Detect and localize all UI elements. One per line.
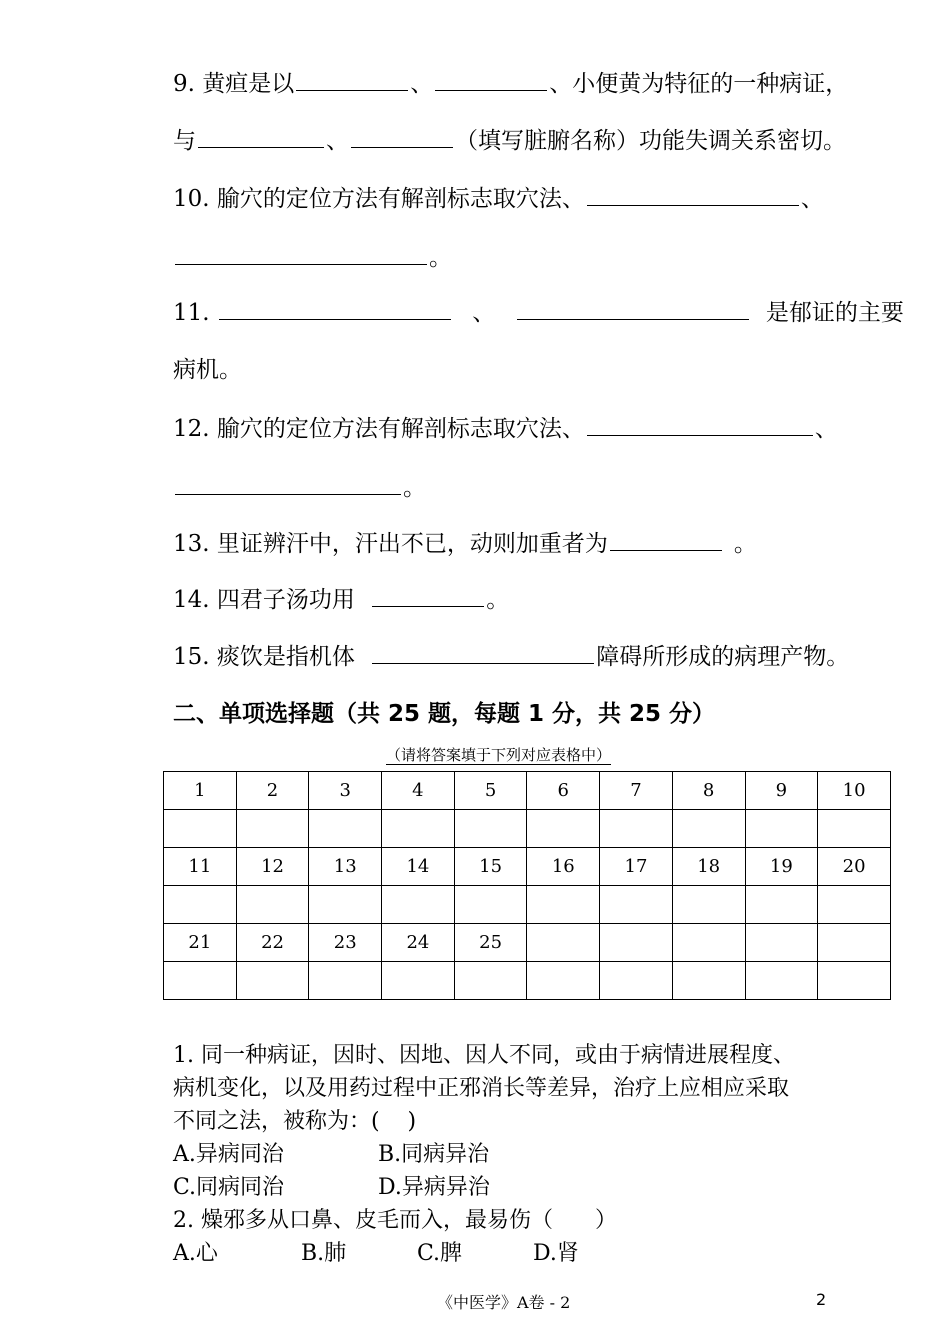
table-number-row xyxy=(164,924,891,962)
table-cell: 18 xyxy=(672,848,745,886)
question-12-line-2 xyxy=(173,472,426,503)
question-11-line-1 xyxy=(173,297,904,328)
answer-cell[interactable] xyxy=(745,962,818,1000)
separator: 。 xyxy=(429,245,452,271)
table-cell xyxy=(527,924,600,962)
option-d[interactable]: D.异病异治 xyxy=(378,1175,490,1200)
answer-cell[interactable] xyxy=(454,810,527,848)
separator: 。 xyxy=(486,587,510,613)
mcq-1-options-row-1 xyxy=(173,1138,489,1171)
answer-cell[interactable] xyxy=(818,962,891,1000)
answer-cell[interactable] xyxy=(672,962,745,1000)
question-9-text: 与 xyxy=(173,128,196,154)
table-cell: 5 xyxy=(454,772,527,810)
answer-cell[interactable] xyxy=(527,886,600,924)
question-10-text: 10. 腧穴的定位方法有解剖标志取穴法、 xyxy=(173,186,585,212)
table-cell: 21 xyxy=(164,924,237,962)
table-cell: 3 xyxy=(309,772,382,810)
option-c[interactable]: C.脾 xyxy=(417,1241,463,1266)
answer-cell[interactable] xyxy=(454,886,527,924)
footer-title: 《中医学》A卷 - 2 xyxy=(437,1293,571,1312)
page-number: 2 xyxy=(816,1290,827,1309)
question-11-line-2 xyxy=(173,355,242,385)
question-13-line xyxy=(173,528,757,559)
separator: 、 xyxy=(800,186,824,212)
table-cell: 2 xyxy=(236,772,309,810)
answer-cell[interactable] xyxy=(164,810,237,848)
mcq-1-line-3: 不同之法，被称为：( ) xyxy=(173,1109,417,1134)
answer-cell[interactable] xyxy=(745,886,818,924)
mcq-1-options-row-2 xyxy=(173,1171,490,1204)
question-15-line xyxy=(173,641,849,672)
table-cell xyxy=(672,924,745,962)
table-cell: 16 xyxy=(527,848,600,886)
option-c[interactable]: C.同病同治 xyxy=(173,1175,285,1200)
question-9-line-1 xyxy=(173,68,848,99)
separator: 、 xyxy=(410,71,434,97)
answer-cell[interactable] xyxy=(527,962,600,1000)
answer-blank[interactable] xyxy=(175,472,401,495)
table-cell: 9 xyxy=(745,772,818,810)
separator: 。 xyxy=(733,531,757,557)
option-b[interactable]: B.肺 xyxy=(301,1241,347,1266)
answer-blank[interactable] xyxy=(351,125,453,148)
table-number-row xyxy=(164,772,891,810)
mcq-2-options xyxy=(173,1237,579,1270)
answer-blank[interactable] xyxy=(372,584,484,607)
answer-blank[interactable] xyxy=(372,641,594,664)
question-12-text: 12. 腧穴的定位方法有解剖标志取穴法、 xyxy=(173,416,585,442)
option-b[interactable]: B.同病异治 xyxy=(378,1142,490,1167)
answer-cell[interactable] xyxy=(672,886,745,924)
table-cell: 22 xyxy=(236,924,309,962)
question-9-text-end: （填写脏腑名称）功能失调关系密切。 xyxy=(455,128,846,154)
answer-cell[interactable] xyxy=(745,810,818,848)
question-11-number: 11. xyxy=(173,300,210,326)
option-d[interactable]: D.肾 xyxy=(533,1241,579,1266)
answer-cell[interactable] xyxy=(236,810,309,848)
table-cell: 11 xyxy=(164,848,237,886)
table-cell: 17 xyxy=(600,848,673,886)
table-answer-row xyxy=(164,886,891,924)
answer-table-note: （请将答案填于下列对应表格中） xyxy=(386,746,612,764)
table-number-row xyxy=(164,848,891,886)
table-cell: 7 xyxy=(600,772,673,810)
answer-cell[interactable] xyxy=(600,810,673,848)
question-10-line-1 xyxy=(173,183,824,214)
table-cell: 13 xyxy=(309,848,382,886)
table-cell: 15 xyxy=(454,848,527,886)
table-cell: 25 xyxy=(454,924,527,962)
question-15-text: 15. 痰饮是指机体 xyxy=(173,644,355,670)
question-14-line xyxy=(173,584,509,615)
answer-cell[interactable] xyxy=(818,886,891,924)
table-answer-row xyxy=(164,962,891,1000)
answer-cell[interactable] xyxy=(382,810,455,848)
mcq-1-line-2: 病机变化，以及用药过程中正邪消长等差异，治疗上应相应采取 xyxy=(173,1076,790,1101)
answer-cell[interactable] xyxy=(236,886,309,924)
table-cell: 8 xyxy=(672,772,745,810)
answer-cell[interactable] xyxy=(164,886,237,924)
answer-cell[interactable] xyxy=(309,810,382,848)
answer-cell[interactable] xyxy=(382,886,455,924)
question-9-line-2 xyxy=(173,125,846,156)
table-cell xyxy=(818,924,891,962)
answer-cell[interactable] xyxy=(600,962,673,1000)
answer-blank[interactable] xyxy=(435,68,547,91)
separator: 、 xyxy=(326,128,349,154)
answer-cell[interactable] xyxy=(672,810,745,848)
answer-cell[interactable] xyxy=(454,962,527,1000)
table-cell: 6 xyxy=(527,772,600,810)
option-a[interactable]: A.心 xyxy=(173,1241,218,1266)
answer-blank[interactable] xyxy=(610,528,722,551)
answer-cell[interactable] xyxy=(309,962,382,1000)
table-cell: 1 xyxy=(164,772,237,810)
table-cell: 10 xyxy=(818,772,891,810)
answer-cell[interactable] xyxy=(382,962,455,1000)
question-14-text: 14. 四君子汤功用 xyxy=(173,587,355,613)
answer-blank[interactable] xyxy=(219,297,451,320)
answer-cell[interactable] xyxy=(309,886,382,924)
table-cell: 24 xyxy=(382,924,455,962)
mcq-1-line-1: 1. 同一种病证，因时、因地、因人不同，或由于病情进展程度、 xyxy=(173,1043,795,1068)
answer-cell[interactable] xyxy=(527,810,600,848)
question-12-line-1 xyxy=(173,413,838,444)
section-2-heading: 二、单项选择题（共 25 题，每题 1 分，共 25 分） xyxy=(173,701,716,727)
table-cell: 4 xyxy=(382,772,455,810)
question-11-text: 是郁证的主要 xyxy=(765,300,904,326)
table-cell xyxy=(745,924,818,962)
question-9-text-end: 、小便黄为特征的一种病证， xyxy=(549,71,849,97)
question-11-text-end: 病机。 xyxy=(173,357,242,383)
table-cell: 20 xyxy=(818,848,891,886)
answer-blank[interactable] xyxy=(175,242,427,265)
answer-blank[interactable] xyxy=(587,413,813,436)
table-cell: 19 xyxy=(745,848,818,886)
answer-cell[interactable] xyxy=(236,962,309,1000)
table-cell: 23 xyxy=(309,924,382,962)
question-15-text-end: 障碍所形成的病理产物。 xyxy=(596,644,850,670)
question-9-text: 9. 黄疸是以 xyxy=(173,71,295,97)
answer-blank[interactable] xyxy=(296,68,408,91)
separator: 、 xyxy=(814,416,838,442)
answer-cell[interactable] xyxy=(600,886,673,924)
separator: 。 xyxy=(403,475,426,501)
answer-blank[interactable] xyxy=(198,125,324,148)
table-cell xyxy=(600,924,673,962)
answer-cell[interactable] xyxy=(164,962,237,1000)
answer-table xyxy=(163,771,891,1000)
answer-blank[interactable] xyxy=(587,183,799,206)
table-cell: 14 xyxy=(382,848,455,886)
answer-cell[interactable] xyxy=(818,810,891,848)
question-10-line-2 xyxy=(173,242,452,273)
separator: 、 xyxy=(472,300,496,326)
table-answer-row xyxy=(164,810,891,848)
mcq-2-line: 2. 燥邪多从口鼻、皮毛而入，最易伤（ ） xyxy=(173,1208,617,1233)
question-13-text: 13. 里证辨汗中，汗出不已，动则加重者为 xyxy=(173,531,608,557)
answer-blank[interactable] xyxy=(517,297,749,320)
table-cell: 12 xyxy=(236,848,309,886)
option-a[interactable]: A.异病同治 xyxy=(173,1142,284,1167)
